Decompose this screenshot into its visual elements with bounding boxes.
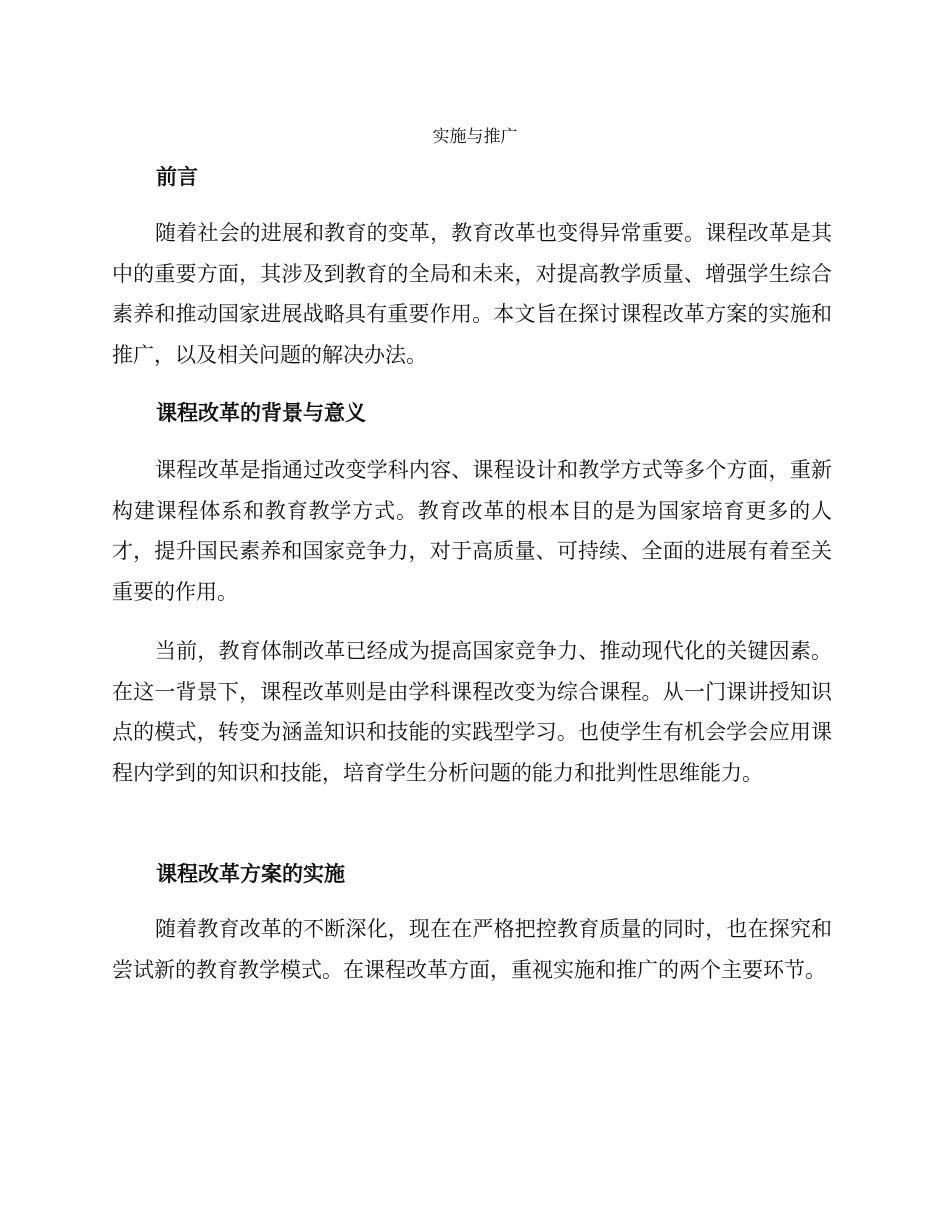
- section-heading-implementation: 课程改革方案的实施: [156, 862, 345, 886]
- section-heading-preface: 前言: [156, 165, 198, 189]
- paragraph-background-2: 当前，教育体制改革已经成为提高国家竞争力、推动现代化的关键因素。在这一背景下，课程改革则是由学科课程改变为综合课程。从一门课讲授知识点的模式，转变为涵盖知识和技能的实践型学习。也使学生有机会学会应用课程内学到的知识和技能，培育学生分析问题的能力和批判性思维能力。: [112, 639, 832, 785]
- section-heading-background: 课程改革的背景与意义: [156, 401, 366, 425]
- document-title: 实施与推广: [432, 127, 518, 147]
- paragraph-preface: 随着社会的进展和教育的变革，教育改革也变得异常重要。课程改革是其中的重要方面，其涉及到教育的全局和未来，对提高教学质量、增强学生综合素养和推动国家进展战略具有重要作用。本文旨在探讨课程改革方案的实施和推广，以及相关问题的解决办法。: [112, 221, 832, 367]
- paragraph-background-1: 课程改革是指通过改变学科内容、课程设计和教学方式等多个方面，重新构建课程体系和教育教学方式。教育改革的根本目的是为国家培育更多的人才，提升国民素养和国家竞争力，对于高质量、可持续、全面的进展有着至关重要的作用。: [112, 458, 832, 604]
- paragraph-implementation: 随着教育改革的不断深化，现在在严格把控教育质量的同时，也在探究和尝试新的教育教学模式。在课程改革方面，重视实施和推广的两个主要环节。: [112, 917, 832, 982]
